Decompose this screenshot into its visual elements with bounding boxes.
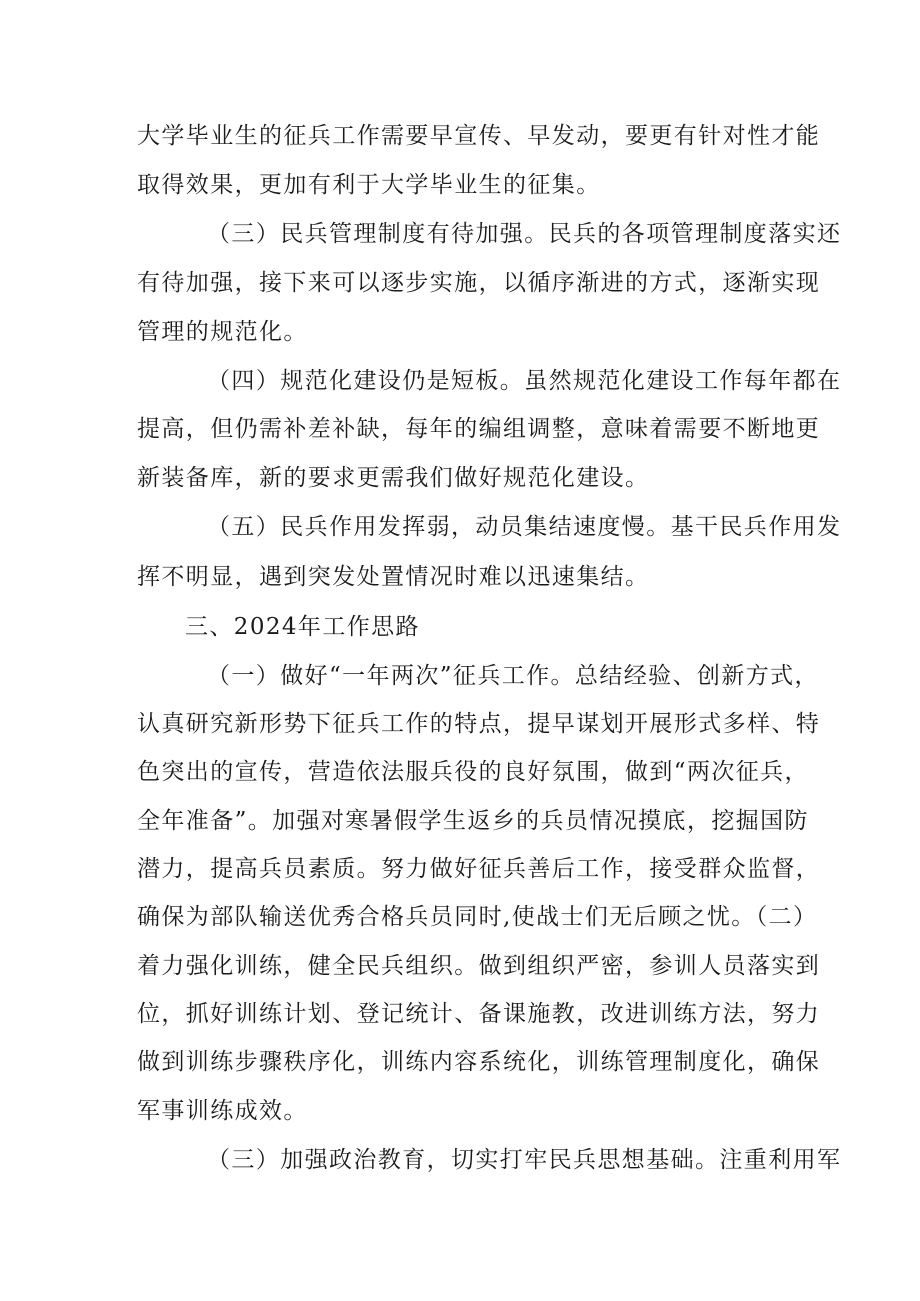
document-body [137, 112, 842, 1185]
paragraph-line: 军事训练成效。 [137, 1098, 308, 1125]
paragraph-line: （三）民兵管理制度有待加强。民兵的各项管理制度落实还 [207, 221, 842, 248]
paragraph-line: 挥不明显，遇到突发处置情况时难以迅速集结。 [137, 563, 650, 590]
paragraph-line: （三）加强政治教育，切实打牢民兵思想基础。注重利用军 [207, 1147, 842, 1174]
paragraph-line: （四）规范化建设仍是短板。虽然规范化建设工作每年都在 [207, 367, 842, 394]
paragraph-line: 全年准备”。加强对寒暑假学生返乡的兵员情况摸底，挖掘国防 [137, 807, 809, 834]
paragraph-line: 潜力，提高兵员素质。努力做好征兵善后工作，接受群众监督， [137, 855, 821, 882]
paragraph-line: （五）民兵作用发挥弱，动员集结速度慢。基干民兵作用发 [207, 514, 842, 541]
paragraph-line: 新装备库，新的要求更需我们做好规范化建设。 [137, 465, 650, 492]
paragraph-line: 取得效果，更加有利于大学毕业生的征集。 [137, 172, 601, 199]
paragraph-line: 确保为部队输送优秀合格兵员同时,使战士们无后顾之忧。（二） [137, 904, 818, 931]
paragraph-line: 提高，但仍需补差补缺，每年的编组调整，意味着需要不断地更 [137, 416, 821, 443]
paragraph-line: 管理的规范化。 [137, 318, 308, 345]
section-heading: 三、2024年工作思路 [185, 613, 420, 640]
paragraph-line: 有待加强，接下来可以逐步实施，以循序渐进的方式，逐渐实现 [137, 269, 821, 296]
paragraph-line: 做到训练步骤秩序化，训练内容系统化，训练管理制度化，确保 [137, 1049, 821, 1076]
paragraph-line: 位，抓好训练计划、登记统计、备课施教，改进训练方法，努力 [137, 1000, 821, 1027]
paragraph-line: （一）做好“一年两次”征兵工作。总结经验、创新方式， [207, 662, 819, 689]
paragraph-line: 色突出的宣传，营造依法服兵役的良好氛围，做到“两次征兵， [137, 759, 809, 786]
paragraph-line: 大学毕业生的征兵工作需要早宣传、早发动，要更有针对性才能 [137, 123, 821, 149]
paragraph-line: 认真研究新形势下征兵工作的特点，提早谋划开展形式多样、特 [137, 711, 821, 738]
paragraph-line: 着力强化训练，健全民兵组织。做到组织严密，参训人员落实到 [137, 952, 821, 979]
